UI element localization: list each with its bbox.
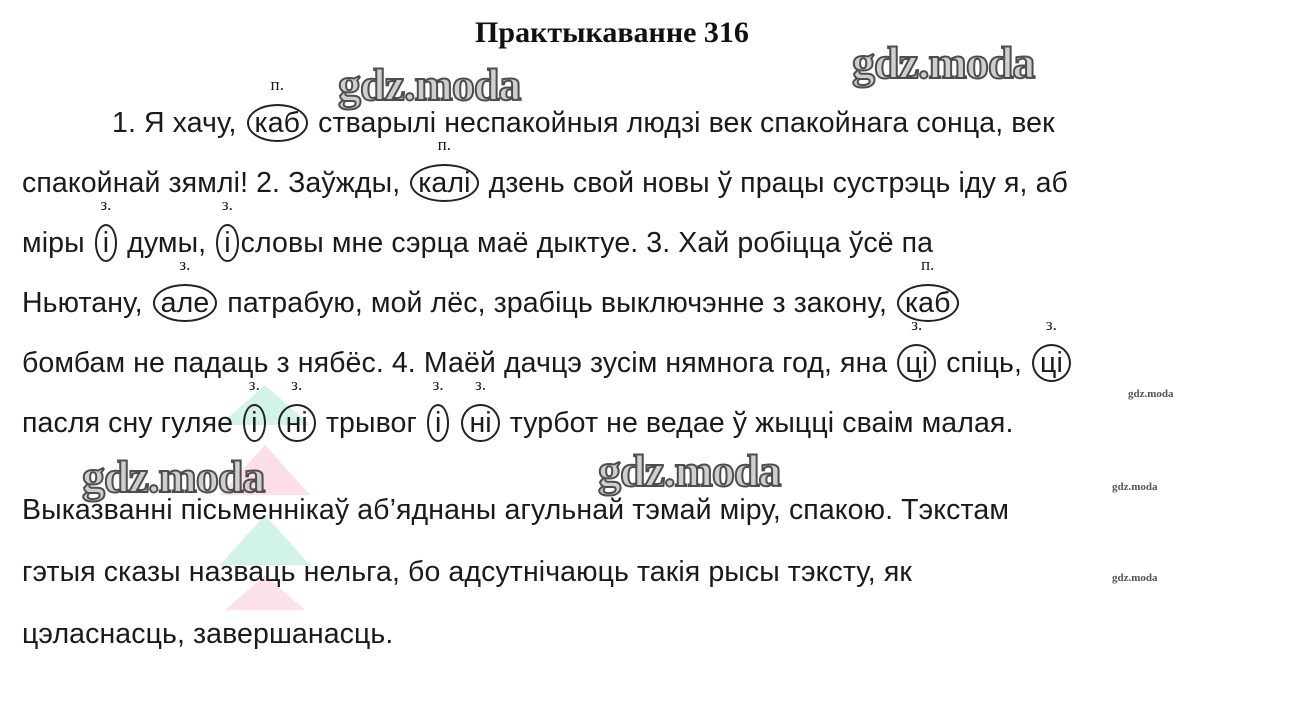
- text-fragment: гэтыя сказы назваць нельга, бо адсутнічаюць такія рысы тэксту, як: [22, 556, 912, 588]
- text-fragment: 1. Я хачу,: [112, 107, 245, 139]
- page-title: Практыкаванне 316: [475, 16, 749, 49]
- watermark-logo: gdz.moda: [852, 37, 1035, 88]
- mark-p: п.: [920, 255, 935, 274]
- text-fragment: Выказванні пісьменнікаў аб’яднаны агульнай тэмай міру, спакою. Тэкстам: [22, 494, 1010, 526]
- mark-p: п.: [437, 135, 452, 154]
- text-fragment: спіць,: [938, 347, 1031, 379]
- conjunction-text: каб: [254, 107, 301, 139]
- text-line-8: [22, 556, 912, 589]
- mark-z: з.: [221, 195, 234, 214]
- text-line-3: [22, 195, 934, 262]
- watermark-logo: gdz.moda: [82, 451, 265, 502]
- text-fragment: міры: [22, 227, 93, 259]
- mark-z: з.: [1045, 315, 1058, 334]
- mark-z: з.: [911, 315, 923, 334]
- conjunction-text: і: [251, 407, 258, 439]
- text-line-2: [22, 135, 1068, 202]
- text-line-7: [22, 494, 1009, 527]
- text-fragment: спакойнай зямлі! 2. Заўжды,: [22, 167, 409, 199]
- text-fragment: Ньютану,: [22, 287, 151, 319]
- conjunction-text: ці: [905, 347, 929, 379]
- conjunction-text: калі: [418, 167, 471, 199]
- text-fragment: патрабую, мой лёс, зрабіць выключэнне з закону,: [219, 287, 895, 319]
- text-line-9: [22, 618, 393, 651]
- text-fragment: пасля сну гуляе: [22, 407, 242, 439]
- circled-conjunction: [897, 255, 959, 322]
- circled-conjunction: [1032, 315, 1071, 382]
- conjunction-text: ні: [285, 407, 308, 439]
- conjunction-text: і: [224, 227, 231, 259]
- text-fragment: бомбам не падаць з нябёс. 4. Маёй дачцэ зусім нямнога год, яна: [22, 347, 896, 379]
- watermark-logo: gdz.moda: [598, 445, 781, 496]
- circled-conjunction: [427, 375, 449, 442]
- mark-z: з.: [291, 375, 303, 394]
- watermark-logo: gdz.moda: [338, 59, 521, 110]
- circled-conjunction: [153, 255, 218, 322]
- text-fragment: [451, 407, 459, 439]
- text-fragment: дзень свой новы ў працы сустрэць іду я, аб: [480, 167, 1068, 199]
- mark-z: з.: [248, 375, 260, 394]
- text-line-6: [22, 375, 1014, 442]
- conjunction-text: але: [160, 287, 210, 319]
- circled-conjunction: [216, 195, 238, 262]
- text-fragment: турбот не ведае ў жыцці сваім малая.: [501, 407, 1014, 439]
- text-line-4: [22, 255, 961, 322]
- text-fragment: цэласнасць, завершанасць.: [22, 618, 394, 650]
- conjunction-text: і: [434, 407, 442, 439]
- watermark-small: gdz.moda: [1128, 388, 1174, 400]
- circled-conjunction: [410, 135, 478, 202]
- text-fragment: [268, 407, 276, 439]
- text-fragment: думы,: [119, 227, 215, 259]
- circled-conjunction: [95, 195, 117, 262]
- text-fragment: трывог: [317, 407, 425, 439]
- watermark-small: gdz.moda: [1112, 481, 1158, 493]
- watermark-small: gdz.moda: [1112, 572, 1158, 584]
- conjunction-text: і: [102, 227, 110, 259]
- conjunction-text: ці: [1040, 347, 1063, 379]
- circled-conjunction: [243, 375, 265, 442]
- mark-p: п.: [270, 75, 285, 94]
- circled-conjunction: [278, 375, 316, 442]
- text-fragment: стварылі неспакойныя людзі век спакойнага сонца, век: [310, 107, 1055, 139]
- conjunction-text: каб: [904, 287, 951, 319]
- text-line-5: [22, 315, 1073, 382]
- conjunction-text: ні: [469, 407, 492, 439]
- circled-conjunction: [897, 315, 936, 382]
- mark-z: з.: [432, 375, 444, 394]
- circled-conjunction: [461, 375, 499, 442]
- mark-z: з.: [100, 195, 112, 214]
- text-fragment: словы мне сэрца маё дыктуе. 3. Хай робіцца ўсё па: [240, 227, 934, 259]
- mark-z: з.: [179, 255, 191, 274]
- circled-conjunction: [247, 75, 309, 142]
- mark-z: з.: [474, 375, 487, 394]
